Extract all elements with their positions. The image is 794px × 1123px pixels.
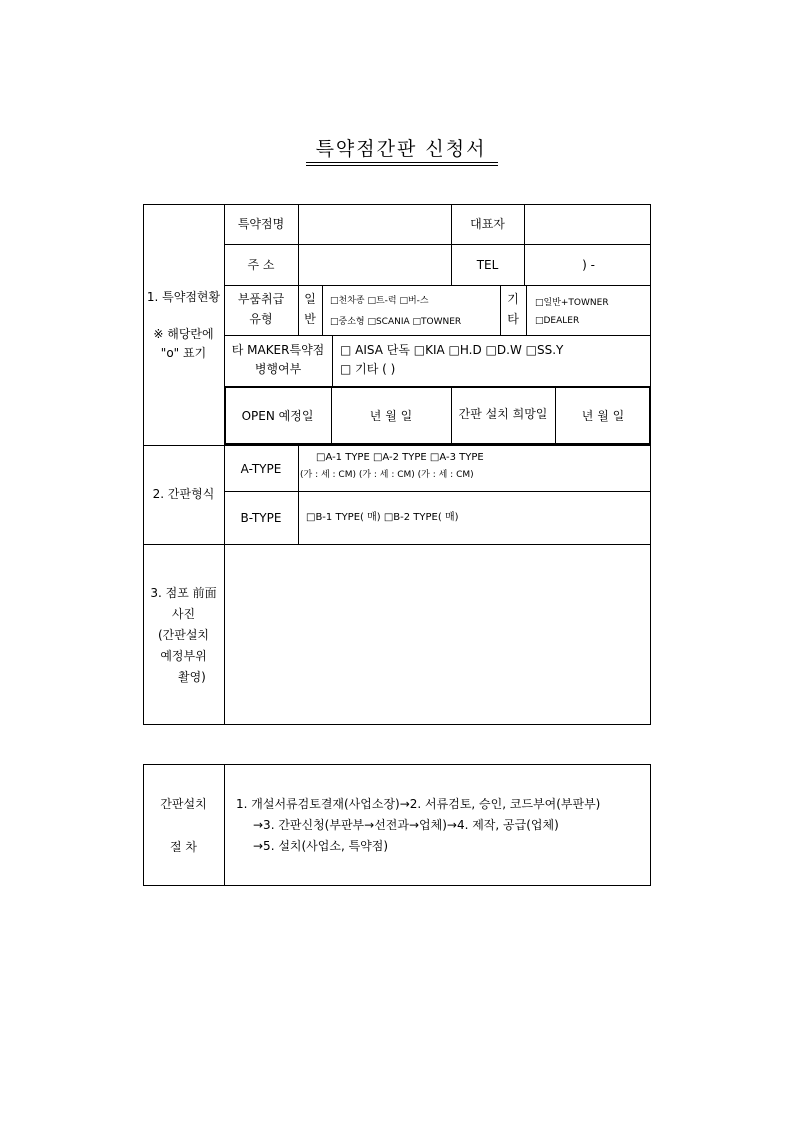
divider bbox=[224, 491, 651, 492]
divider bbox=[143, 445, 651, 446]
install-date-field[interactable]: 년 월 일 bbox=[581, 409, 625, 423]
general-options[interactable]: □천차종 □트-럭 □버-스 bbox=[330, 296, 429, 306]
section3-label: 예정부위 bbox=[160, 649, 207, 663]
shop-name-field[interactable] bbox=[300, 206, 450, 242]
open-date-field[interactable]: 년 월 일 bbox=[369, 409, 413, 423]
a-type-sizes[interactable]: (가 : 세 : CM) (가 : 세 : CM) (가 : 세 : CM) bbox=[300, 470, 474, 480]
divider bbox=[322, 285, 323, 335]
other-maker-label: 타 MAKER특약점 bbox=[231, 343, 325, 357]
other-options[interactable]: □일반+TOWNER bbox=[535, 298, 609, 308]
form-title: 특약점간판 신청서 bbox=[315, 138, 487, 160]
section1-note: ※ 해당란에 bbox=[153, 327, 214, 341]
maker-options-other[interactable]: □ 기타 ( ) bbox=[340, 362, 396, 376]
general-label: 반 bbox=[304, 312, 316, 326]
title-underline-bottom bbox=[306, 165, 498, 166]
divider bbox=[224, 335, 651, 336]
general-label: 일 bbox=[304, 292, 316, 306]
maker-options[interactable]: □ AISA 단독 □KIA □H.D □D.W □SS.Y bbox=[340, 343, 564, 357]
tel-field[interactable]: ) - bbox=[582, 258, 595, 272]
procedure-label: 절 차 bbox=[170, 840, 197, 854]
storefront-photo-area[interactable] bbox=[226, 546, 649, 723]
other-label: 타 bbox=[507, 312, 519, 326]
other-label: 기 bbox=[507, 292, 519, 306]
section3-label: 사진 bbox=[171, 607, 196, 621]
section2-label: 2. 간판형식 bbox=[152, 487, 215, 501]
section1-label: 1. 특약점현황 bbox=[146, 290, 221, 304]
address-field[interactable] bbox=[300, 246, 450, 283]
section3-label: 촬영) bbox=[178, 670, 206, 684]
procedure-step: →5. 설치(사업소, 특약점) bbox=[253, 839, 389, 853]
a-type-options[interactable]: □A-1 TYPE □A-2 TYPE □A-3 TYPE bbox=[316, 452, 484, 463]
address-label: 주 소 bbox=[247, 258, 275, 272]
procedure-label: 간판설치 bbox=[160, 797, 207, 811]
tel-label: TEL bbox=[476, 258, 499, 272]
shop-name-label: 특약점명 bbox=[237, 217, 285, 231]
procedure-step: 1. 개설서류검토결재(사업소장)→2. 서류검토, 승인, 코드부여(부판부) bbox=[236, 797, 601, 811]
parts-type-label: 유형 bbox=[249, 312, 273, 326]
b-type-label: B-TYPE bbox=[240, 511, 282, 525]
representative-field[interactable] bbox=[526, 206, 649, 242]
divider bbox=[224, 244, 651, 245]
other-options[interactable]: □DEALER bbox=[535, 316, 580, 326]
a-type-label: A-TYPE bbox=[240, 462, 282, 476]
section1-note: "o" 표기 bbox=[160, 346, 207, 360]
procedure-step: →3. 간판신청(부판부→선전과→업체)→4. 제작, 공급(업체) bbox=[253, 818, 559, 832]
section3-label: 3. 점포 前面 bbox=[150, 586, 217, 600]
section3-label: (간판설치 bbox=[157, 628, 210, 642]
divider bbox=[224, 285, 651, 286]
parts-type-label: 부품취급 bbox=[237, 292, 285, 306]
b-type-options[interactable]: □B-1 TYPE( 매) □B-2 TYPE( 매) bbox=[306, 512, 459, 523]
open-date-label: OPEN 예정일 bbox=[241, 409, 314, 423]
other-maker-label: 병행여부 bbox=[254, 362, 302, 376]
divider bbox=[526, 285, 527, 335]
divider bbox=[143, 544, 651, 545]
representative-label: 대표자 bbox=[470, 217, 505, 231]
divider bbox=[298, 445, 299, 544]
install-date-label: 간판 설치 희망일 bbox=[458, 407, 548, 421]
title-underline-top bbox=[306, 162, 498, 163]
divider bbox=[224, 764, 225, 886]
divider bbox=[298, 204, 299, 285]
general-options[interactable]: □중소형 □SCANIA □TOWNER bbox=[330, 317, 462, 327]
divider bbox=[332, 335, 333, 386]
divider bbox=[524, 204, 525, 285]
